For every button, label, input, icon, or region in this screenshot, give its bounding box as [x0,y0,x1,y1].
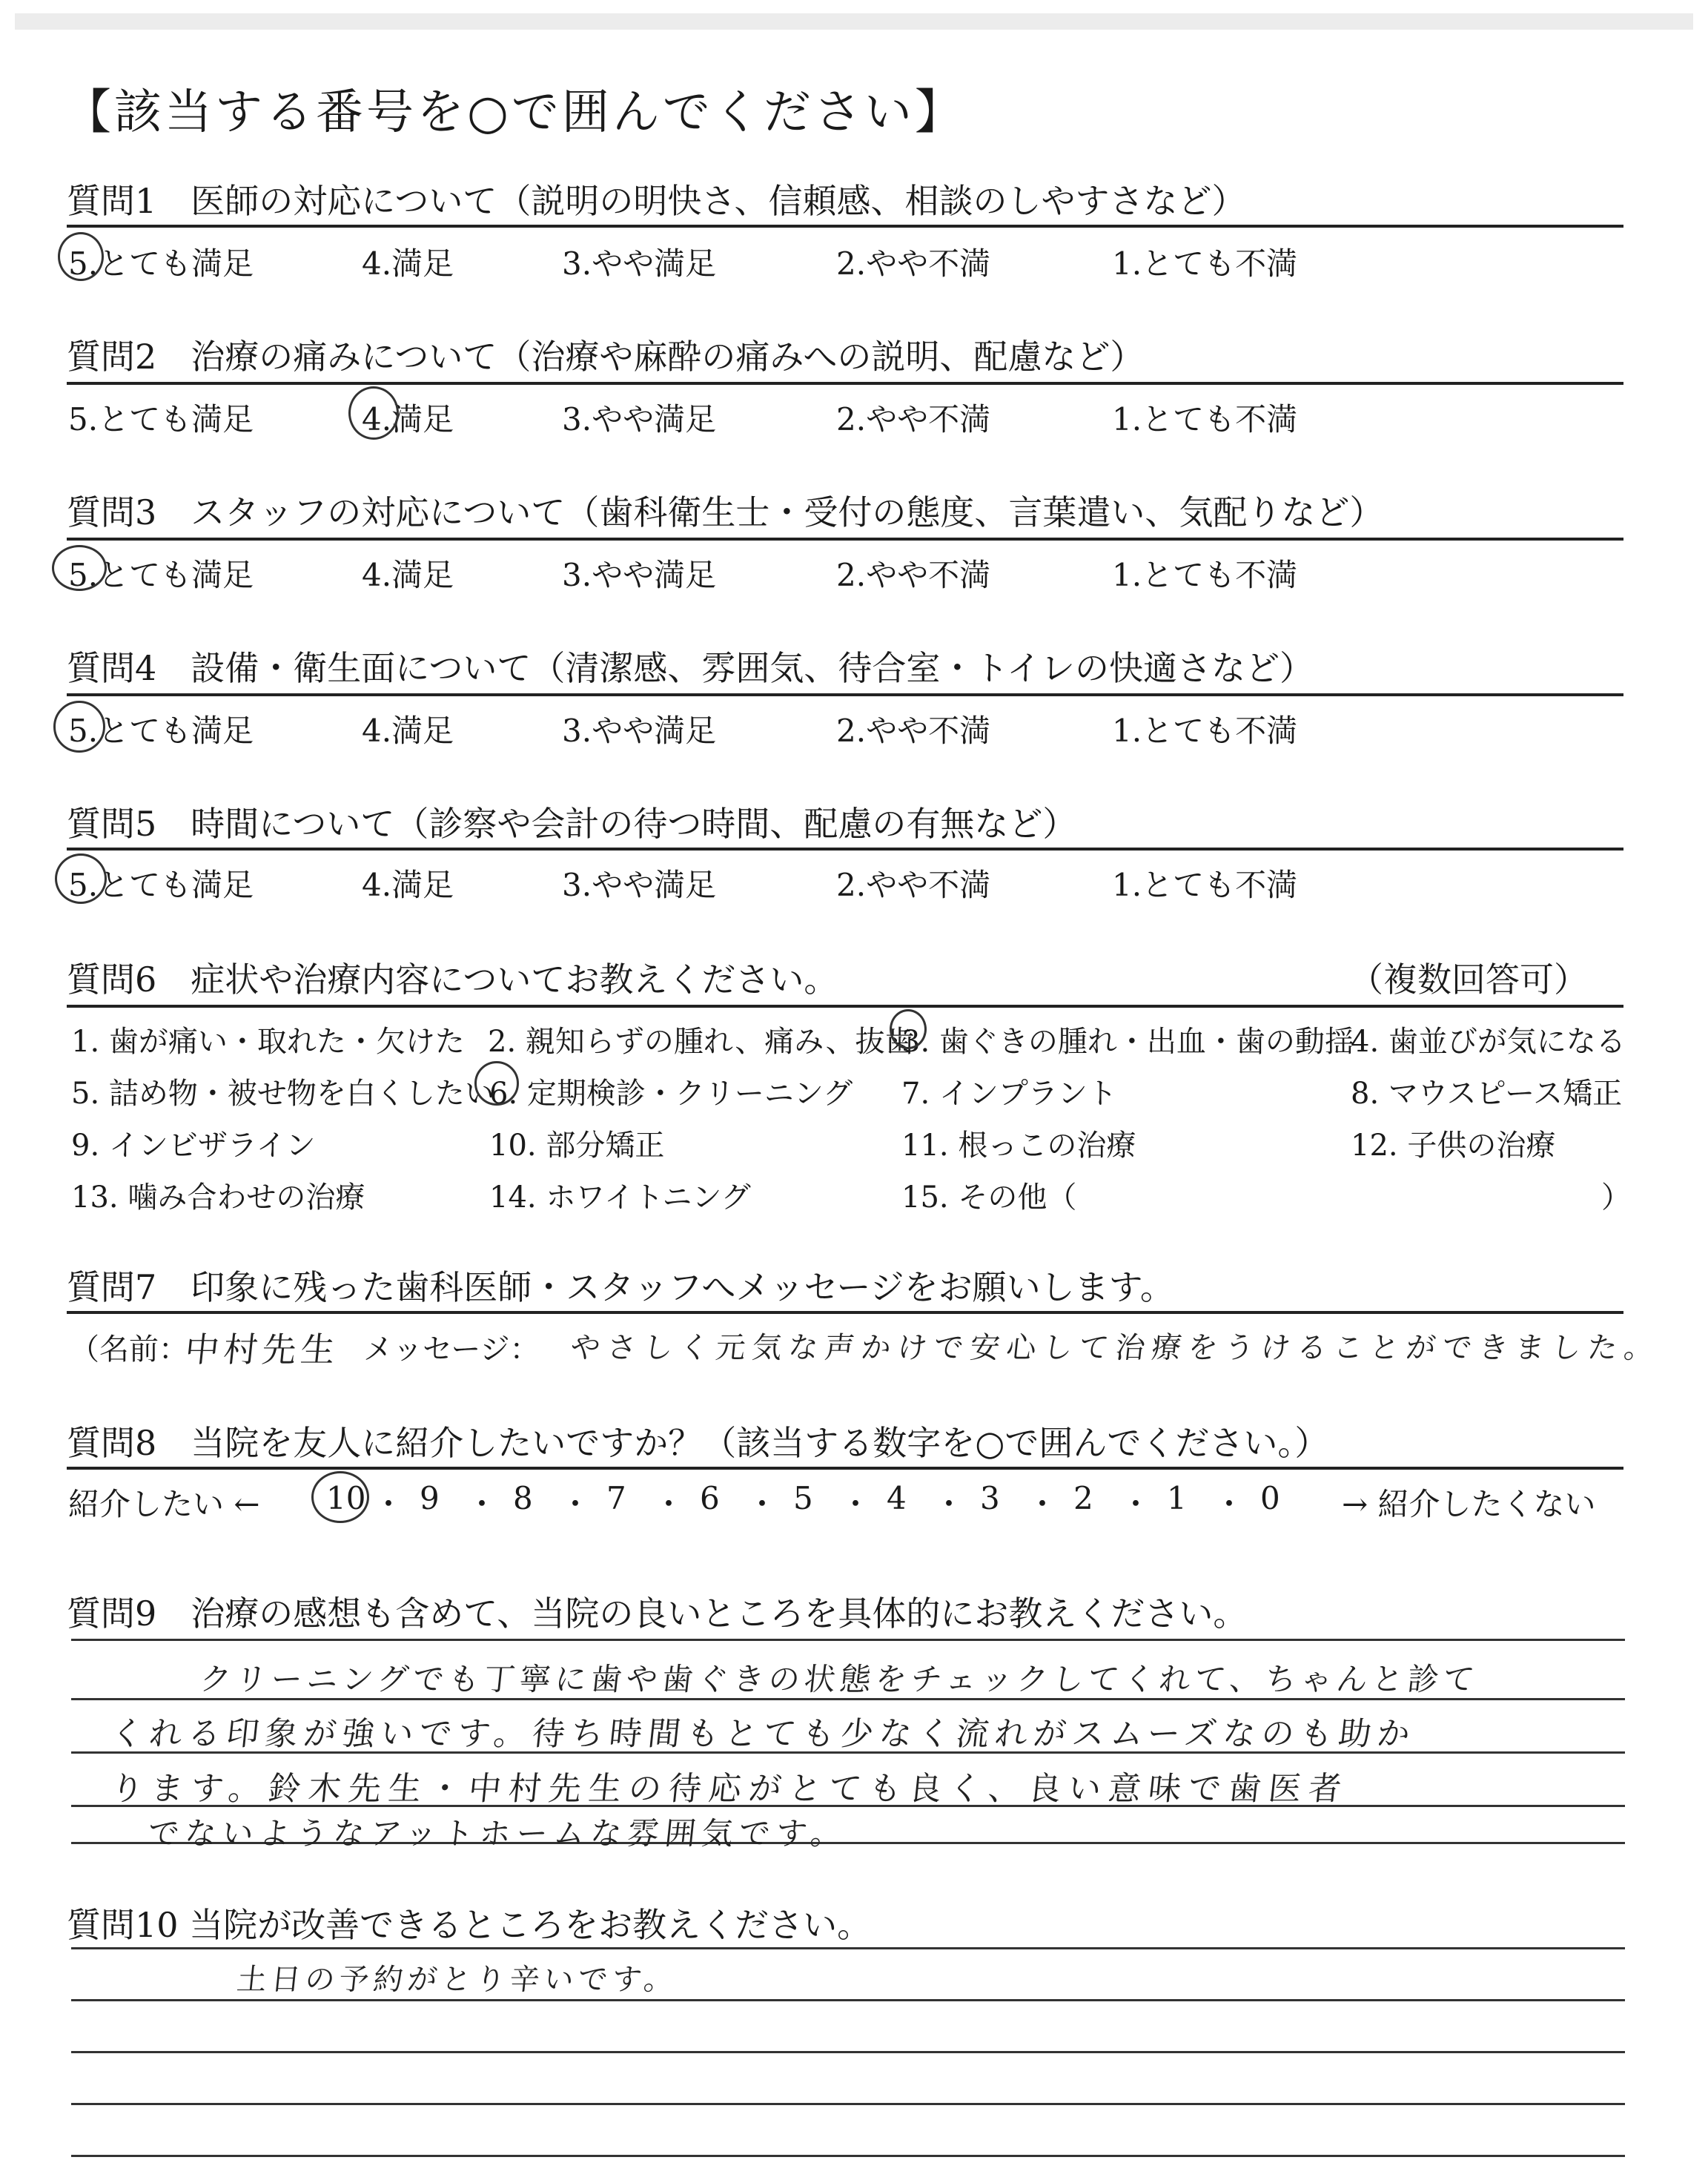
message-label: メッセージ： [363,1332,540,1367]
selection-circle [58,232,104,281]
selection-circle [53,701,105,753]
scale-value-6[interactable]: 6 [700,1480,720,1516]
question-6-underline [67,1005,1623,1008]
rating-option-5[interactable]: 5.とても満足 [68,245,254,282]
question-8-underline [67,1467,1623,1470]
symptom-option-13[interactable]: 13. 噛み合わせの治療 [71,1180,365,1215]
scale-value-1[interactable]: 1 [1167,1480,1187,1516]
answer-line-1: クリーニングでも丁寧に歯や歯ぐきの状態をチェックしてくれて、ちゃんと診て [198,1661,1481,1697]
symptom-option-14[interactable]: 14. ホワイトニング [489,1180,751,1215]
rating-option-1[interactable]: 1.とても不満 [1112,557,1298,593]
message-handwriting: やさしく元気な声かけで安心して治療をうけることができました。 [569,1331,1663,1365]
scale-value-2[interactable]: 2 [1073,1480,1093,1516]
symptom-option-9[interactable]: 9. インビザライン [71,1129,316,1163]
question-5-title: 質問5 時間について（診察や会計の待つ時間、配慮の有無など） [67,804,1077,844]
rating-option-4[interactable]: 4.満足 [362,245,454,282]
scale-value-10[interactable]: 10 [326,1480,366,1516]
question-5-underline [67,848,1623,851]
rating-option-1[interactable]: 1.とても不満 [1112,401,1298,437]
answer-rule [71,1947,1625,1949]
scale-value-3[interactable]: 3 [980,1480,1000,1516]
scale-separator: ・ [840,1486,872,1522]
scale-separator: ・ [933,1486,965,1522]
selection-circle [474,1061,519,1106]
question-4-title: 質問4 設備・衛生面について（清潔感、雰囲気、待合室・トイレの快適さなど） [67,648,1314,688]
scale-separator: ・ [1120,1486,1152,1522]
answer-rule [71,2051,1625,2053]
question-7-title: 質問7 印象に残った歯科医師・スタッフへメッセージをお願いします。 [67,1267,1174,1307]
scale-value-8[interactable]: 8 [513,1480,533,1516]
symptom-option-15[interactable]: 15. その他（ [901,1180,1077,1215]
rating-option-4[interactable]: 4.満足 [362,713,454,749]
selection-circle [311,1471,369,1523]
selection-circle [52,545,107,591]
scale-value-7[interactable]: 7 [606,1480,626,1516]
question-6-note: （複数回答可） [1349,960,1588,1000]
symptom-option-10[interactable]: 10. 部分矯正 [489,1129,665,1163]
name-handwriting: 中村先生 [182,1330,342,1370]
question-7-underline [67,1311,1623,1314]
scan-top-edge [15,13,1693,30]
answer-line-3: ります。鈴木先生・中村先生の待応がとても良く、良い意味で歯医者 [108,1770,1351,1808]
rating-option-1[interactable]: 1.とても不満 [1112,713,1298,749]
rating-option-1[interactable]: 1.とても不満 [1112,867,1298,903]
scale-separator: ・ [747,1486,778,1522]
question-2-title: 質問2 治療の痛みについて（治療や麻酔の痛みへの説明、配慮など） [67,337,1145,377]
scale-separator: ・ [653,1486,685,1522]
question-3-title: 質問3 スタッフの対応について（歯科衛生士・受付の態度、言葉遣い、気配りなど） [67,492,1384,532]
rating-option-3[interactable]: 3.やや満足 [562,867,717,903]
name-label: （名前： [70,1332,188,1367]
recommend-left-label: 紹介したい ← [68,1486,260,1522]
rating-option-3[interactable]: 3.やや満足 [562,557,717,593]
question-2-underline [67,382,1623,385]
rating-option-4[interactable]: 4.満足 [362,401,454,437]
symptom-option-5[interactable]: 5. 詰め物・被せ物を白くしたい [71,1077,494,1111]
rating-option-2[interactable]: 2.やや不満 [836,713,991,749]
scale-separator: ・ [466,1486,498,1522]
rating-option-4[interactable]: 4.満足 [362,557,454,593]
question-4-underline [67,693,1623,696]
rating-option-2[interactable]: 2.やや不満 [836,401,991,437]
symptom-option-11[interactable]: 11. 根っこの治療 [901,1129,1136,1163]
selection-circle [55,853,107,904]
symptom-option-2[interactable]: 2. 親知らずの腫れ、痛み、抜歯 [488,1025,915,1059]
page-header: 【該当する番号を○で囲んでください】 [64,85,965,140]
rating-option-2[interactable]: 2.やや不満 [836,557,991,593]
scale-separator: ・ [1027,1486,1059,1522]
symptom-option-7[interactable]: 7. インプラント [901,1077,1117,1111]
question-3-underline [67,538,1623,541]
rating-option-2[interactable]: 2.やや不満 [836,867,991,903]
recommend-right-label: → 紹介したくない [1342,1486,1596,1522]
rating-option-5[interactable]: 5.とても満足 [68,557,254,593]
symptom-option-4[interactable]: 4. 歯並びが気になる [1351,1025,1626,1059]
symptom-option-3[interactable]: 3. 歯ぐきの腫れ・出血・歯の動揺 [901,1025,1354,1059]
scale-separator: ・ [560,1486,592,1522]
scale-separator: ・ [1214,1486,1245,1522]
answer-line-4: でないようなアットホームな雰囲気です。 [146,1815,850,1852]
rating-option-5[interactable]: 5.とても満足 [68,401,254,437]
symptom-option-8[interactable]: 8. マウスピース矯正 [1351,1077,1623,1111]
symptom-option-1[interactable]: 1. 歯が痛い・取れた・欠けた [71,1025,465,1059]
question-8-title: 質問8 当院を友人に紹介したいですか？（該当する数字を○で囲んでください。） [67,1423,1329,1463]
rating-option-5[interactable]: 5.とても満足 [68,867,254,903]
improvement-answer: 土日の予約がとり辛いです。 [235,1963,680,1997]
question-1-title: 質問1 医師の対応について（説明の明快さ、信頼感、相談のしやすさなど） [67,181,1246,221]
selection-circle [890,1009,927,1049]
rating-option-4[interactable]: 4.満足 [362,867,454,903]
rating-option-2[interactable]: 2.やや不満 [836,245,991,282]
scale-value-5[interactable]: 5 [793,1480,813,1516]
scale-separator: ・ [373,1486,405,1522]
rating-option-1[interactable]: 1.とても不満 [1112,245,1298,282]
scale-value-4[interactable]: 4 [887,1480,907,1516]
question-6-title: 質問6 症状や治療内容についてお教えください。 [67,960,838,1000]
symptom-option-12[interactable]: 12. 子供の治療 [1351,1129,1556,1163]
rating-option-5[interactable]: 5.とても満足 [68,713,254,749]
selection-circle [348,386,399,440]
answer-rule [71,1639,1625,1641]
answer-rule [71,2103,1625,2105]
scale-value-0[interactable]: 0 [1260,1480,1280,1516]
symptom-option-6[interactable]: 6. 定期検診・クリーニング [489,1077,853,1111]
rating-option-3[interactable]: 3.やや満足 [562,713,717,749]
rating-option-3[interactable]: 3.やや満足 [562,245,717,282]
symptom-option-15-close: ） [1601,1180,1631,1215]
question-9-title: 質問9 治療の感想も含めて、当院の良いところを具体的にお教えください。 [67,1593,1248,1634]
answer-rule [71,2155,1625,2157]
answer-rule [71,1999,1625,2001]
scale-value-9[interactable]: 9 [420,1480,440,1516]
answer-line-2: くれる印象が強いです。待ち時間もとても少なく流れがスムーズなのも助か [108,1715,1418,1753]
question-10-title: 質問10 当院が改善できるところをお教えください。 [67,1905,872,1945]
question-1-underline [67,225,1623,228]
rating-option-3[interactable]: 3.やや満足 [562,401,717,437]
